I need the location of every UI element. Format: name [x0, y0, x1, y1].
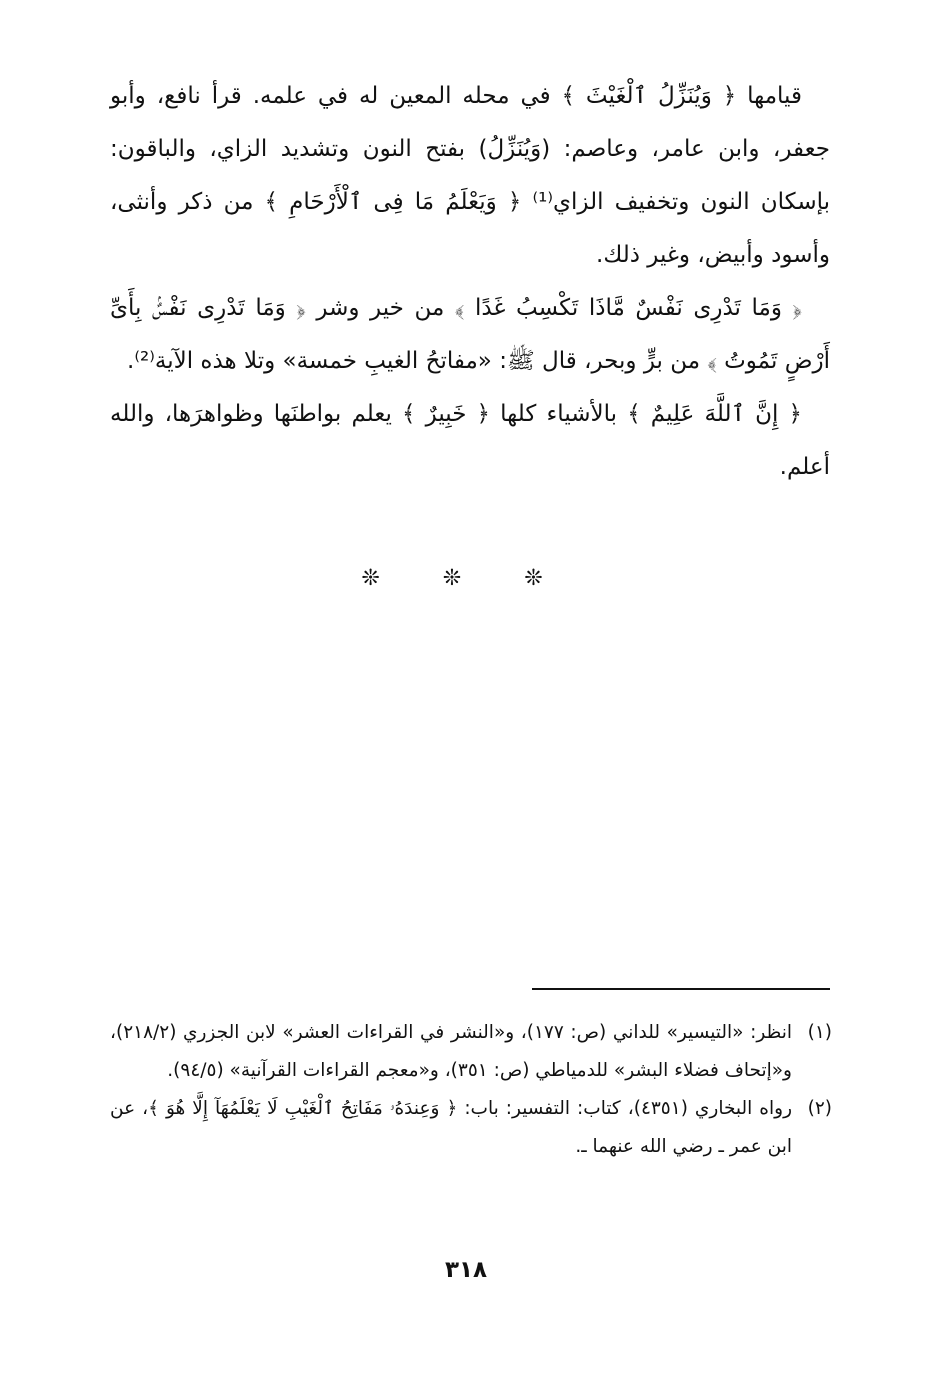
footnote-1 — [110, 1014, 832, 1090]
footnote-1-text: انظر: «التيسير» للداني (ص: ١٧٧)، و«النشر في القراءات العشر» لابن الجزري (٢١٨/٢)، و«إتحاف فضلاء البشر» للدمياطي (ص: ٣٥١)، و«معجم القراءات القرآنية» (٩٤/٥). — [110, 1022, 792, 1081]
footnote-1-number: (١) — [807, 1022, 832, 1043]
page-number: ٣١٨ — [444, 1257, 488, 1283]
paragraph-2: ﴿ وَمَا تَدْرِى نَفْسٌ مَّاذَا تَكْسِبُ غَدًا ﴾ من خير وشر ﴿ وَمَا تَدْرِى نَفْسٌۢ بِأَىِّ أَرْضٍ تَمُوتُ ﴾ من برٍّ وبحر، قال ﷺ: «مفاتحُ الغيبِ خمسة» وتلا هذه الآية⁽²⁾. — [110, 295, 830, 374]
footnote-2-number: (٢) — [807, 1098, 832, 1119]
section-separator: ❊ ❊ ❊ — [361, 566, 571, 591]
paragraph-3: ﴿ إِنَّ ٱللَّهَ عَلِيمٌ ﴾ بالأشياء كلها ﴿ خَبِيرٌ ﴾ يعلم بواطنَها وظواهرَها، والله أعلم. — [110, 401, 830, 480]
footnote-divider — [532, 988, 830, 990]
footnote-2-text: رواه البخاري (٤٣٥١)، كتاب: التفسير: باب: ﴿ وَعِندَهُۥ مَفَاتِحُ ٱلْغَيْبِ لَا يَعْلَمُهَآ إِلَّا هُوَ ﴾، عن ابن عمر ـ رضي الله عنهما ـ. — [110, 1098, 792, 1157]
footnotes — [110, 1014, 832, 1166]
footnote-2 — [110, 1090, 832, 1166]
main-text — [110, 70, 830, 494]
paragraph-1: قيامها ﴿ وَيُنَزِّلُ ٱلْغَيْثَ ﴾ في محله المعين له في علمه. قرأ نافع، وأبو جعفر، وابن عامر، وعاصم: (وَيُنَزِّلُ) بفتح النون وتشديد الزاي، والباقون: بإسكان النون وتخفيف الزاي⁽¹⁾ ﴿ وَيَعْلَمُ مَا فِى ٱلْأَرْحَامِ ﴾ من ذكر وأنثى، وأسود وأبيض، وغير ذلك. — [110, 83, 830, 268]
